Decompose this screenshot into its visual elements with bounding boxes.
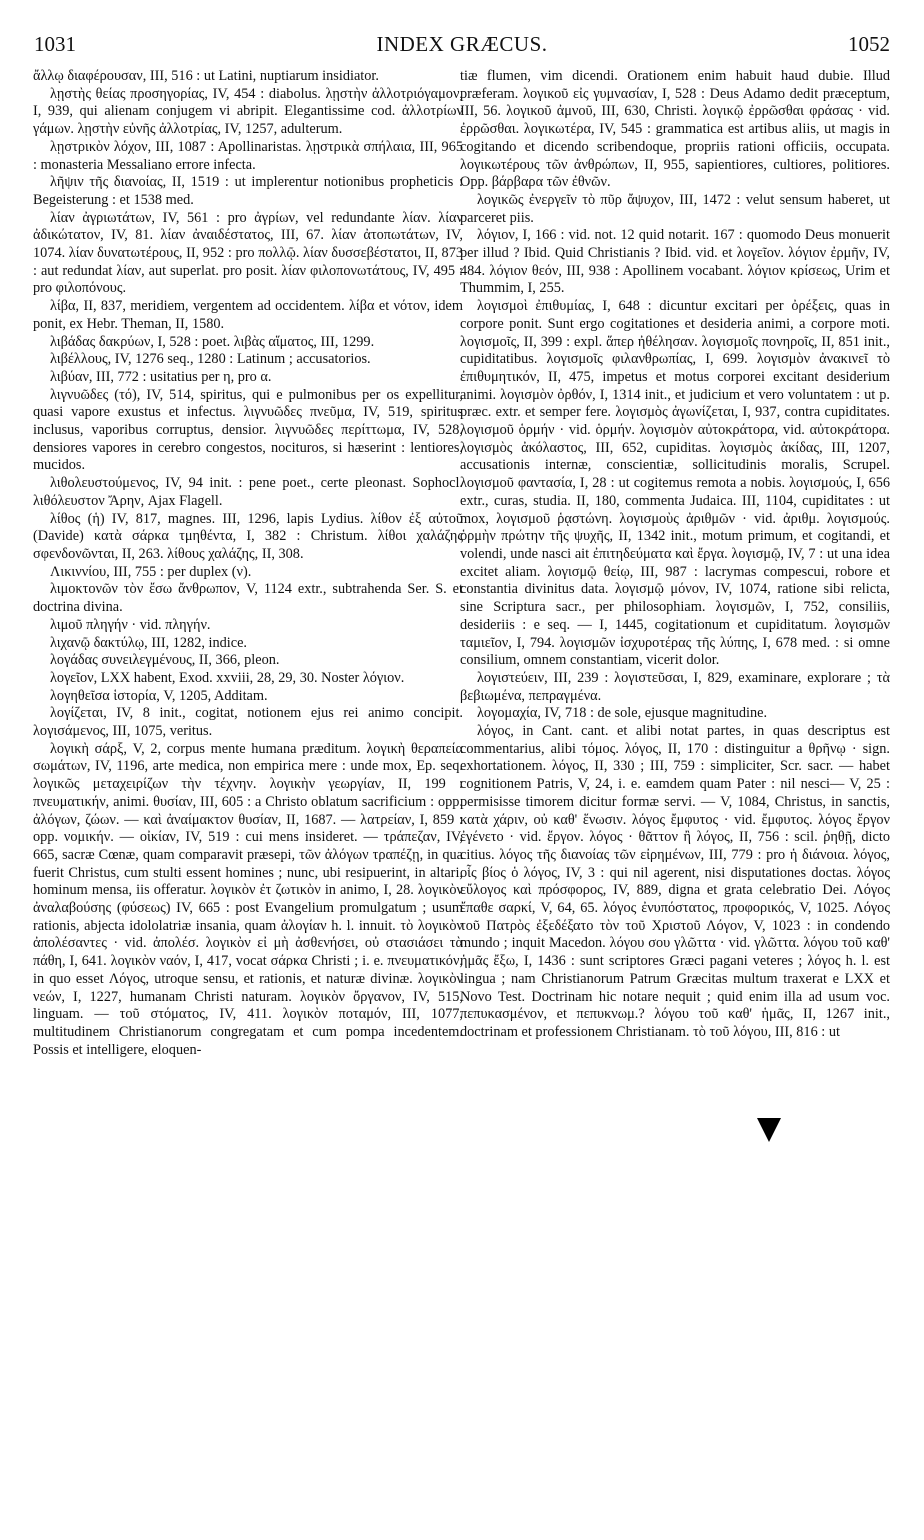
right-column — [460, 68, 890, 1538]
page-title: INDEX GRÆCUS. — [376, 32, 548, 56]
entry: λιγνυῶδες (τό), IV, 514, spiritus, qui e pulmonibus per os expellitur, quasi vapore exustus et infectus. λιγνυῶδες πνεῦμα, IV, 519, spiritus inclusus, vaporibus corruptus, densior. λιγνυῶδες περίττωμα, IV, 528, densiores vapores in cerebro congestos, nocituros, si hæserint : lentiores, mucidos. — [33, 386, 463, 474]
entry: λογεῖον, LXX habent, Exod. xxviii, 28, 29, 30. Noster λόγιον. — [50, 669, 405, 686]
entry: λίβα, II, 837, meridiem, vergentem ad occidentem. λίβα et νότον, idem ponit, ex Hebr. Theman, II, 1580. — [33, 298, 463, 332]
entry: λιχανῷ δακτύλῳ, III, 1282, indice. — [50, 634, 248, 651]
entry: tiæ flumen, vim dicendi. Orationem enim habuit haud dubie. Illud præferam. λογικοῦ εἰς γυμνασίαν, I, 528 : Deus Adamo dedit præceptum, III, 56. λογικοῦ ἀμνοῦ, III, 630, Christi. λογικῷ ἐρρῶσθαι φράσας · vid. ἐρρῶσθαι. λογικωτέρα, IV, 545 : grammatica est artibus aliis, ut magis in cogitando et dicendo scribendoque, propriis rationi officiis, occupata. λογικωτέρους τῶν ἀνθρώπων, II, 955, sapientiores, cultiores, politiores. Opp. βάρβαρα τῶν ἐθνῶν. — [460, 68, 890, 191]
entry: λίαν ἀγριωτάτων, IV, 561 : pro ἀγρίων, vel redundante λίαν. λίαν ἀδικώτατον, IV, 81. λίαν ἀναιδέστατος, III, 67. λίαν ἀτοπωτάτων, IV, 1074. λίαν δυνατωτέρους, II, 952 : pro πολλῷ. λίαν δυσσεβέστατοι, II, 873 : aut redundat λίαν, aut superlat. pro posit. λίαν φιλοπονωτάτους, IV, 495 : pro φιλοπόνους. — [33, 209, 463, 297]
entry: λιβάδας δακρύων, I, 528 : poet. λιβὰς αἵματος, III, 1299. — [50, 333, 375, 350]
ink-blot — [757, 1118, 781, 1142]
entry: ἄλλῳ διαφέρουσαν, III, 516 : ut Latini, nuptiarum insidiator. — [33, 68, 379, 84]
page-number-left: 1031 — [34, 32, 76, 56]
entry: λογικῶς ἐνεργεῖν τὸ πῦρ ἄψυχον, III, 1472 : velut sensum haberet, ut parceret piis. — [460, 191, 890, 226]
entry: λιβέλλους, IV, 1276 seq., 1280 : Latinum ; accusatorios. — [50, 351, 371, 368]
entry: λιμοῦ πληγήν · vid. πληγήν. — [50, 616, 211, 633]
entry: λογιστεύειν, III, 239 : λογιστεῦσαι, I, 829, examinare, explorare ; τὰ βεβιωμένα, πεπραγμένα. — [460, 669, 890, 704]
entry: λιβύαν, III, 772 : usitatius per η, pro α. — [50, 368, 272, 385]
entry: λογισμοὶ ἐπιθυμίας, I, 648 : dicuntur excitari per ὀρέξεις, quas in corpore ponit. Sunt ergo cogitationes et desideria animi, a corpore moti. λογισμοῖς, II, 399 : expl. ἅπερ ἠθέλησαν. λογισμοῖς πονηροῖς, II, 851 init., cupiditatibus. λογισμοῖς φιλανθρωπίας, I, 699. λογισμὸν ἀνακινεῖ τὸ ἐπιθυμητικόν, II, 475, impetus et motus corporei excitant desiderium animi. λογισμὸν ὀρθόν, I, 1314 init., et judicium et vero voluntatem : ut p. præc. extr. et semper fere. λογισμὸς ἀγωνίζεται, I, 937, contra cupiditates. λογισμοῦ ὁρμήν · vid. ὁρμήν. λογισμὸν αὐτοκράτορα, vid. αὐτοκράτορα. λογισμὸς ἀκόλαστος, III, 652, cupiditas. λογισμὸς ἀκίδας, III, 1207, accusationis internæ, conscientiæ, sollicitudinis moralis, Scrupel. λογισμοῦ φαντασία, I, 28 : ut cogitemus remota a nobis. λογισμούς, I, 656 extr., curas, studia. II, 180, commenta Judaica. III, 1104, cupiditates : ut mox, λογισμοῦ ῥᾳστώνη. λογισμοὺς ἀριθμῶν · vid. ἀριθμ. λογισμούς. ὁρμὴν πρώτην τῆς ψυχῆς, II, 1342 init., motum primum, et cogitandi, et volendi, unde nasci ait ἐπιτηδεύματα καὶ ἔργα. λογισμῷ, IV, 7 : ut una idea excitet aliam. λογισμῷ θείῳ, III, 987 : lacrymas compescui, robore et constantia divinitus data. λογισμῷ μόνον, IV, 1074, ratione sibi relicta, sine Scriptura sacr., per philosophiam. λογισμῶν, I, 752, consiliis, desideriis : e seq. — I, 1445, cogitationum et cupiditatum. λογισμῶν ταμιεῖον, I, 794. λογισμῶν ἰσχυροτέρας τῆς λύπης, I, 678 med. : si omne consilium, omnem constantiam, vicerit dolor. — [460, 298, 890, 669]
entry: λῆψιν τῆς διανοίας, II, 1519 : ut implerentur notionibus propheticis : Begeisterung : et 1538 med. — [33, 174, 463, 208]
left-column — [33, 68, 463, 1538]
entry: λογίζεται, IV, 8 init., cogitat, notionem ejus rei animo concipit. λογισάμενος, III, 1075, veritus. — [33, 705, 463, 740]
entry: λίθος (ἡ) IV, 817, magnes. III, 1296, lapis Lydius. λίθον ἐξ αὐτοῦ (Davide) κατὰ σάρκα τμηθέντα, I, 382 : Christum. λίθοι χαλάζης σφενδονῶνται, II, 263. λίθους χαλάζης, II, 308. — [33, 510, 463, 562]
entry: λόγος, in Cant. cant. et alibi notat partes, in quas descriptus est commentarius, alibi τόμος. λόγος, II, 170 : distinguitur a θρῆνῳ · sign. exhortationem. λόγος, II, 330 ; III, 759 : simpliciter, Scr. sacr. — habet cognitionem Patris, V, 24, i. e. eamdem quam Pater : nil nesci— V, 25 : permisisse timorem dicitur formæ servi. — V, 1084, Christus, in sanctis, κατὰ χάριν, οὐ καθ' ἕνωσιν. λόγος ἔμφυτος · vid. ἔμφυτος. λόγος ἔργον ἐγένετο · vid. ἔργον. λόγος · θᾶττον ἢ λόγος, II, 756 : scil. ῥηθῇ, dicto citius. λόγος τῆς διανοίας τῶν εἰρημένων, III, 779 : pro ἡ διάνοια. λόγος, οἷς βίος ὁ λόγος, IV, 3 : qui nil agerent, nisi disputationes doctas. λόγος εὔλογος καὶ πρόσφορος, IV, 889, digna et grata celebratio Dei. Λόγος ἔπαθε σαρκί, V, 64, 65. λόγος ἐνυπόστατος, προφορικός, V, 1025. Λόγος τοῦ Πατρὸς ἐξεδέξατο τὸν τοῦ Χριστοῦ Λόγον, V, 1023 : in condendo mundo ; inquit Macedon. λόγου σου γλῶττα · vid. γλῶττα. λόγου τοῦ καθ' ἡμᾶς ἔξω, I, 1436 : sunt scriptores Græci pagani veteres ; λόγος h. l. est lingua ; nam Christianorum Patrum Græcitas multum traxerat e LXX et Novo Test. Doctrinam hic notare nequit ; quid enim illa ad usum voc. πεπυκασμένον, et πεπυκνωμ.? λόγου τοῦ καθ' ἡμᾶς, II, 1267 init., doctrinam et professionem Christianam. τὸ τοῦ λόγου, III, 816 : ut — [460, 723, 890, 1040]
page-header — [34, 32, 890, 58]
entry: λογικὴ σάρξ, V, 2, corpus mente humana præditum. λογικὴ θεραπεία σωμάτων, IV, 1196, arte medica, non empirica mere : unde mox, Ep. seq. λογικῶς μεταχειρίζων τὴν τέχνην. λογικὴν γεωργίαν, II, 199 : πνευματικήν, animi. θυσίαν, III, 605 : a Christo oblatum sacrificium : opp. ἀλόγων, ζώων. — καὶ ἀναίμακτον θυσίαν, II, 1687. — λατρείαν, I, 859 : opp. νομικήν. — οἰκίαν, IV, 519 : cui mens insideret. — τράπεζαν, IV, 665, sacræ Cœnæ, quam comparavit præsepi, τῶν ἀλόγων τραπέζῃ, in qua fuerit Christus, cum stulti essent homines ; nunc, ubi resipuerint, in altari, hominum mensa, iis offeratur. λογικὸν ἐτ ζωτικὸν in animo, I, 28. λογικὸν ἀναλαβούσης (φύσεως) IV, 665 : post Evangelium promulgatum ; usum rationis, abjecta idololatriæ insania, quam ἀλογίαν h. l. innuit. τὸ λογικὸν ἀπολέσαντες · vid. ἀπολέσ. λογικὸν εἰ μὴ ἀσθενήσει, οὐ στασιάσει τὰ πάθη, I, 641. λογικὸν ναόν, I, 417, vocat σάρκα Christi ; i. e. πνευματικόν, in quo esset Λόγος, utroque sensu, et rationis, et naturæ divinæ. λογικὸν νεών, I, 1227, humanam Christi naturam. λογικὸν ὄργανον, IV, 515, linguam. — τοῦ στόματος, IV, 411. λογικὸν ποταμόν, III, 1077, multitudinem Christianorum congregatam et cum pompa incedentem. Possis et intelligere, eloquen- — [33, 740, 463, 1058]
page-number-right: 1052 — [848, 32, 890, 56]
entry: λῃστὴς θείας προσηγορίας, IV, 454 : diabolus. λῃστὴν ἀλλοτριόγαμον, I, 939, qui alienam conjugem vi abripit. Elegantissime cod. ἀλλοτρίων γάμων. λῃστὴν εὐνῆς ἀλλοτρίας, IV, 1257, adulterum. — [33, 85, 463, 138]
entry: Λικιννίου, III, 755 : per duplex (ν). — [50, 563, 252, 580]
entry: λογομαχία, IV, 718 : de sole, ejusque magnitudine. — [477, 705, 768, 722]
entry: λογάδας συνειλεγμένους, II, 366, pleon. — [50, 652, 280, 669]
entry: λογηθεῖσα ἱστορία, V, 1205, Additam. — [50, 687, 268, 704]
entry: λῃστρικὸν λόχον, III, 1087 : Apollinaristas. λῃστρικὰ σπήλαια, III, 965 : monasteria Messaliano errore infecta. — [33, 138, 463, 173]
entry: λιθολευστούμενος, IV, 94 init. : pene poet., certe pleonast. Sophocl. λιθόλευστον Ἄρην, Ajax Flagell. — [33, 475, 463, 509]
entry: λιμοκτονῶν τὸν ἔσω ἄνθρωπον, V, 1124 extr., subtrahenda Ser. S. et doctrina divina. — [33, 581, 463, 616]
entry: λόγιον, I, 166 : vid. not. 12 quid notarit. 167 : quomodo Deus monuerit per illud ? Ibid. Quid Christianis ? Ibid. vid. et λογεῖον. λόγιον ἐρμῆν, IV, 484. λόγιον θεόν, III, 938 : Apollinem vocabant. λόγιον κρίσεως, Urim et Thummim, I, 255. — [460, 227, 890, 297]
